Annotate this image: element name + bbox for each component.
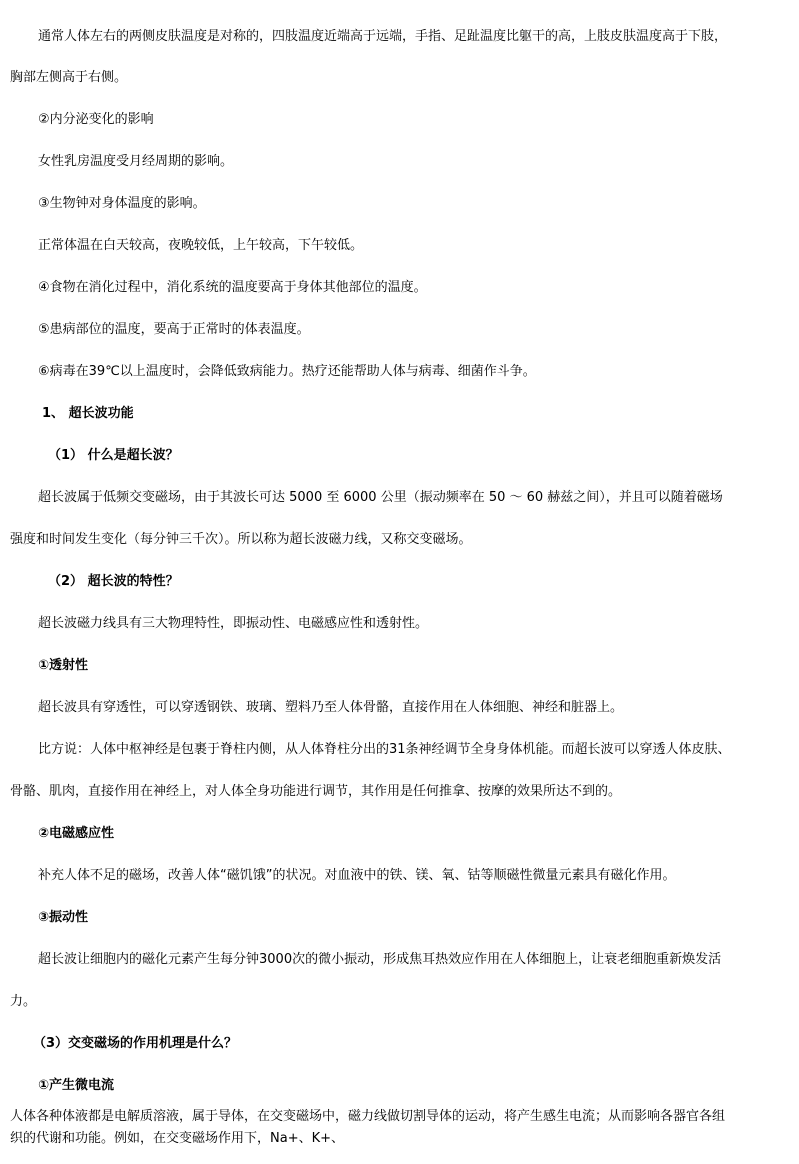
item-heading: ①产生微电流 <box>38 1078 115 1093</box>
paragraph-line: 胸部左侧高于右侧。 <box>10 70 128 85</box>
paragraph-line: 比方说：人体中枢神经是包裹于脊柱内侧，从人体脊柱分出的31条神经调节全身身体机能。而超长波可以穿透人体皮肤、 <box>38 742 731 757</box>
paragraph-line: 补充人体不足的磁场，改善人体“磁饥饿”的状况。对血液中的铁、镁、氧、钴等顺磁性微量元素具有磁化作用。 <box>38 868 676 883</box>
paragraph-line: ④食物在消化过程中，消化系统的温度要高于身体其他部位的温度。 <box>38 280 427 295</box>
subsection-heading: （3）交变磁场的作用机理是什么？ <box>33 1036 238 1051</box>
subsection-heading: （2） 超长波的特性？ <box>48 574 179 589</box>
paragraph-line: 骨骼、肌肉，直接作用在神经上，对人体全身功能进行调节，其作用是任何推拿、按摩的效果所达不到的。 <box>10 784 622 799</box>
paragraph-line: ②内分泌变化的影响 <box>38 112 154 127</box>
paragraph-line: 超长波让细胞内的磁化元素产生每分钟3000次的微小振动，形成焦耳热效应作用在人体细胞上，让衰老细胞重新焕发活 <box>38 952 722 967</box>
item-heading: ①透射性 <box>38 658 89 673</box>
paragraph-line: ③生物钟对身体温度的影响。 <box>38 196 206 211</box>
paragraph-line: 织的代谢和功能。例如，在交变磁场作用下，Na+、K+、 <box>10 1131 345 1146</box>
paragraph-line: ⑤患病部位的温度，要高于正常时的体表温度。 <box>38 322 310 337</box>
paragraph-line: 通常人体左右的两侧皮肤温度是对称的，四肢温度近端高于远端，手指、足趾温度比躯干的高，上肢皮肤温度高于下肢， <box>38 29 728 44</box>
subsection-heading: （1） 什么是超长波？ <box>48 448 179 463</box>
section-heading: 1、 超长波功能 <box>42 406 134 421</box>
item-heading: ②电磁感应性 <box>38 826 115 841</box>
item-heading: ③振动性 <box>38 910 89 925</box>
paragraph-line: 人体各种体液都是电解质溶液，属于导体，在交变磁场中，磁力线做切割导体的运动，将产生感生电流；从而影响各器官各组 <box>10 1109 726 1124</box>
paragraph-line: ⑥病毒在39℃以上温度时，会降低致病能力。热疗还能帮助人体与病毒、细菌作斗争。 <box>38 364 536 379</box>
paragraph-line: 女性乳房温度受月经周期的影响。 <box>38 154 234 169</box>
paragraph-line: 超长波磁力线具有三大物理特性，即振动性、电磁感应性和透射性。 <box>38 616 429 631</box>
paragraph-line: 超长波属于低频交变磁场，由于其波长可达 5000 至 6000 公里（振动频率在 50 ～ 60 赫兹之间），并且可以随着磁场 <box>38 490 723 505</box>
paragraph-line: 超长波具有穿透性，可以穿透钢铁、玻璃、塑料乃至人体骨骼，直接作用在人体细胞、神经和脏器上。 <box>38 700 624 715</box>
paragraph-line: 强度和时间发生变化（每分钟三千次）。所以称为超长波磁力线，又称交变磁场。 <box>10 532 472 547</box>
paragraph-line: 正常体温在白天较高，夜晚较低，上午较高，下午较低。 <box>38 238 364 253</box>
paragraph-line: 力。 <box>10 994 37 1009</box>
